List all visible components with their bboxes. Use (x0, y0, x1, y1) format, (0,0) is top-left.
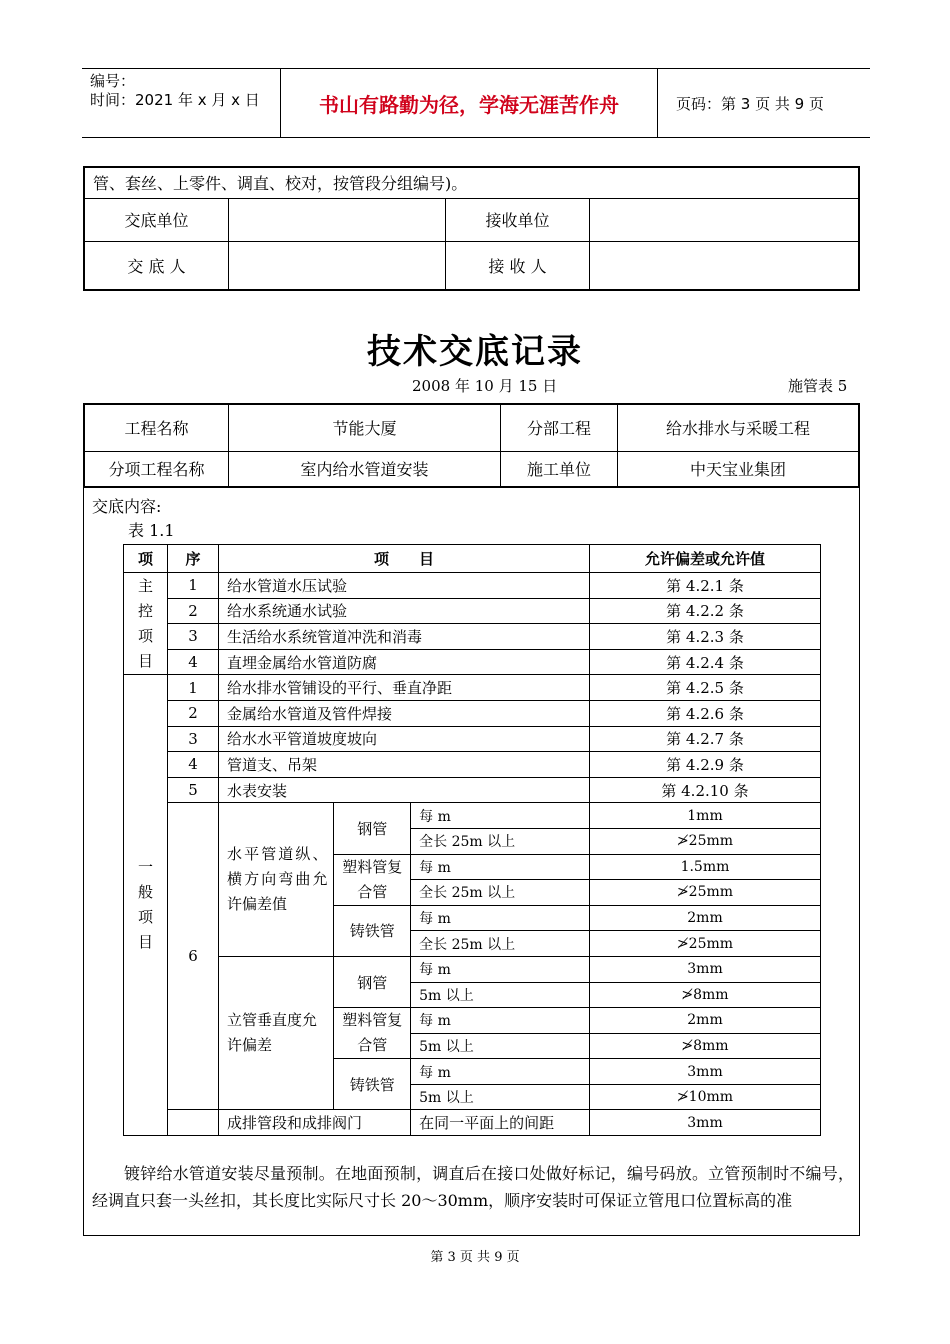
condition: 每 m (411, 1059, 590, 1085)
general-group-label: 一般项目 (124, 675, 168, 1136)
submit-unit-value (229, 198, 446, 241)
row-value: 第 4.2.10 条 (590, 777, 821, 803)
tolerance-value: 3mm (590, 956, 821, 982)
continued-text: 管、套丝、上零件、调直、校对，按管段分组编号)。 (84, 167, 859, 198)
row-no: 1 (168, 573, 219, 599)
row-item: 给水系统通水试验 (219, 598, 590, 624)
header-meta (82, 69, 278, 137)
condition: 全长 25m 以上 (411, 828, 590, 854)
number-label: 编号： (90, 72, 136, 90)
project-name-label: 工程名称 (84, 404, 229, 451)
row-item: 给水排水管铺设的平行、垂直净距 (219, 675, 590, 701)
row-item: 管道支、吊架 (219, 752, 590, 778)
form-number: 施管表 5 (788, 377, 848, 395)
condition: 每 m (411, 803, 590, 829)
condition: 每 m (411, 854, 590, 880)
condition: 5m 以上 (411, 1033, 590, 1059)
row-item: 水表安装 (219, 777, 590, 803)
tolerance-value: ≯8mm (590, 982, 821, 1008)
row-no: 6 (168, 803, 219, 1110)
table-number: 表 1.1 (128, 521, 175, 540)
row-no: 2 (168, 700, 219, 726)
material-plastic: 塑料管复合管 (334, 1008, 411, 1059)
material-steel: 钢管 (334, 803, 411, 854)
material-steel: 钢管 (334, 956, 411, 1007)
condition: 全长 25m 以上 (411, 880, 590, 906)
row-no (168, 1110, 219, 1136)
item-project-label: 分项工程名称 (84, 451, 229, 487)
row-no: 4 (168, 752, 219, 778)
project-info-table (83, 403, 860, 488)
row-value: 第 4.2.5 条 (590, 675, 821, 701)
tolerance-value: 2mm (590, 905, 821, 931)
tolerance-value: 1mm (590, 803, 821, 829)
material-cast-iron: 铸铁管 (334, 1059, 411, 1110)
row-item: 直埋金属给水管道防腐 (219, 649, 590, 675)
row-value: 第 4.2.4 条 (590, 649, 821, 675)
item-project: 室内给水管道安装 (229, 451, 501, 487)
condition: 每 m (411, 1008, 590, 1034)
tolerance-value: 3mm (590, 1059, 821, 1085)
record-title: 技术交底记录 (367, 332, 583, 372)
receiver-value (590, 241, 860, 290)
tolerance-value: 1.5mm (590, 854, 821, 880)
condition: 在同一平面上的间距 (411, 1110, 590, 1136)
col-header-value: 允许偏差或允许值 (590, 545, 821, 573)
row-item: 给水管道水压试验 (219, 573, 590, 599)
row-no: 4 (168, 649, 219, 675)
material-plastic: 塑料管复合管 (334, 854, 411, 905)
col-header-category: 项 (124, 545, 168, 573)
main-group-label: 主控项目 (124, 573, 168, 675)
tolerance-value: ≯25mm (590, 931, 821, 957)
col-header-no: 序 (168, 545, 219, 573)
condition: 每 m (411, 905, 590, 931)
construction-unit: 中天宝业集团 (618, 451, 860, 487)
tolerance-value: 2mm (590, 1008, 821, 1034)
row-item: 成排管段和成排阀门 (219, 1110, 411, 1136)
row-value: 第 4.2.1 条 (590, 573, 821, 599)
row-item: 金属给水管道及管件焊接 (219, 700, 590, 726)
motto: 书山有路勤为径，学海无涯苦作舟 (280, 69, 658, 137)
row-value: 第 4.2.2 条 (590, 598, 821, 624)
spec-table (123, 544, 821, 1136)
submit-unit-label: 交底单位 (84, 198, 229, 241)
sub-project-label: 分部工程 (501, 404, 618, 451)
project-name: 节能大厦 (229, 404, 501, 451)
row-item: 生活给水系统管道冲洗和消毒 (219, 624, 590, 650)
horizontal-deviation-label: 水平管道纵、横方向弯曲允许偏差值 (219, 803, 334, 957)
tolerance-value: ≯10mm (590, 1084, 821, 1110)
sign-table (83, 166, 860, 291)
page-header (82, 68, 870, 138)
body-paragraph: 镀锌给水管道安装尽量预制。在地面预制，调直后在接口处做好标记，编号码放。立管预制时不编号，经调直只套一头丝扣，其长度比实际尺寸长 20～30mm，顺序安装时可保证立管甩口位置标高的准 (92, 1164, 854, 1210)
record-date: 2008 年 10 月 15 日 (412, 377, 558, 395)
material-cast-iron: 铸铁管 (334, 905, 411, 956)
vertical-deviation-label: 立管垂直度允许偏差 (219, 956, 334, 1110)
content-box (83, 488, 860, 1236)
row-value: 第 4.2.6 条 (590, 700, 821, 726)
receive-unit-label: 接收单位 (446, 198, 590, 241)
row-value: 第 4.2.9 条 (590, 752, 821, 778)
col-header-item: 项 目 (219, 545, 590, 573)
row-value: 第 4.2.7 条 (590, 726, 821, 752)
row-no: 1 (168, 675, 219, 701)
submitter-value (229, 241, 446, 290)
row-item: 给水水平管道坡度坡向 (219, 726, 590, 752)
row-value: 第 4.2.3 条 (590, 624, 821, 650)
condition: 5m 以上 (411, 1084, 590, 1110)
row-no: 3 (168, 624, 219, 650)
receiver-label: 接 收 人 (446, 241, 590, 290)
construction-unit-label: 施工单位 (501, 451, 618, 487)
condition: 每 m (411, 956, 590, 982)
page-footer: 第 3 页 共 9 页 (430, 1250, 520, 1265)
tolerance-value: ≯25mm (590, 828, 821, 854)
time-label: 时间：2021 年 x 月 x 日 (90, 91, 260, 109)
row-no: 3 (168, 726, 219, 752)
row-no: 2 (168, 598, 219, 624)
submitter-label: 交 底 人 (84, 241, 229, 290)
receive-unit-value (590, 198, 860, 241)
tolerance-value: 3mm (590, 1110, 821, 1136)
condition: 5m 以上 (411, 982, 590, 1008)
row-no: 5 (168, 777, 219, 803)
tolerance-value: ≯8mm (590, 1033, 821, 1059)
condition: 全长 25m 以上 (411, 931, 590, 957)
tolerance-value: ≯25mm (590, 880, 821, 906)
content-label: 交底内容: (92, 497, 162, 516)
page-info: 页码：第 3 页 共 9 页 (676, 94, 824, 113)
sub-project: 给水排水与采暖工程 (618, 404, 860, 451)
